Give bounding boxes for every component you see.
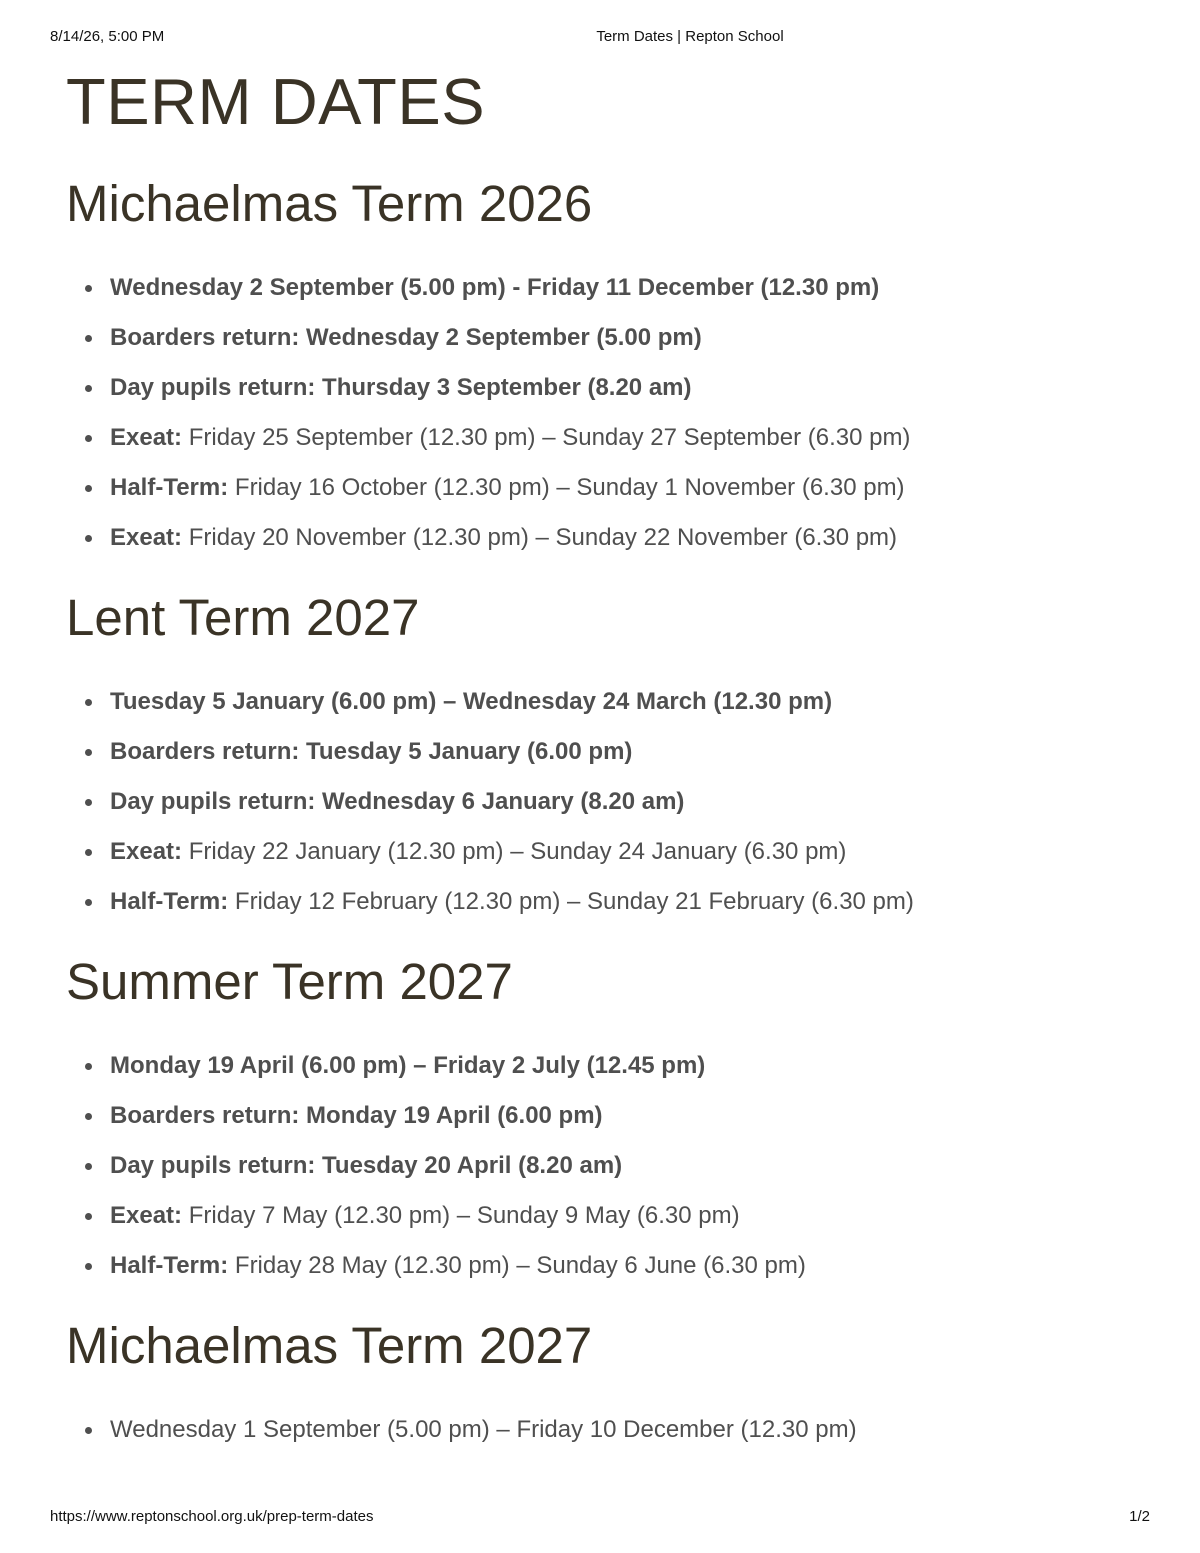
term-heading: Summer Term 2027 [66, 953, 513, 1010]
date-text: Friday 20 November (12.30 pm) – Sunday 22 November (6.30 pm) [182, 524, 898, 551]
main-content [66, 66, 1146, 1465]
date-item [66, 887, 1146, 917]
date-text: Boarders return: Monday 19 April (6.00 pm) [110, 1102, 603, 1129]
print-header [0, 28, 1200, 48]
term-dates-list [66, 687, 1146, 917]
date-text: Friday 12 February (12.30 pm) – Sunday 21 February (6.30 pm) [228, 888, 914, 915]
date-text: Friday 22 January (12.30 pm) – Sunday 24 January (6.30 pm) [182, 838, 847, 865]
date-item [66, 1101, 1146, 1131]
date-item [66, 373, 1146, 403]
bullet-icon [85, 1113, 92, 1120]
bullet-icon [85, 849, 92, 856]
print-page-title: Term Dates | Repton School [596, 28, 784, 45]
print-url: https://www.reptonschool.org.uk/prep-term-dates [50, 1508, 374, 1525]
bullet-icon [85, 899, 92, 906]
date-label: Exeat: [110, 838, 183, 865]
date-label: Half-Term: [110, 474, 229, 501]
bullet-icon [85, 1427, 92, 1434]
date-item [66, 837, 1146, 867]
date-item [66, 523, 1146, 553]
date-text: Wednesday 1 September (5.00 pm) – Friday 10 December (12.30 pm) [110, 1416, 857, 1443]
date-label: Exeat: [110, 1202, 183, 1229]
bullet-icon [85, 485, 92, 492]
date-text: Tuesday 5 January (6.00 pm) – Wednesday 24 March (12.30 pm) [110, 688, 833, 715]
date-item [66, 423, 1146, 453]
date-item [66, 273, 1146, 303]
bullet-icon [85, 1263, 92, 1270]
bullet-icon [85, 749, 92, 756]
date-label: Exeat: [110, 524, 183, 551]
term-dates-list [66, 273, 1146, 553]
date-item [66, 787, 1146, 817]
term-heading: Lent Term 2027 [66, 589, 420, 646]
term-dates-list [66, 1415, 1146, 1445]
date-text: Day pupils return: Wednesday 6 January (8.20 am) [110, 788, 685, 815]
date-item [66, 687, 1146, 717]
date-item [66, 1415, 1146, 1445]
bullet-icon [85, 1213, 92, 1220]
date-text: Friday 28 May (12.30 pm) – Sunday 6 June (6.30 pm) [228, 1252, 806, 1279]
bullet-icon [85, 1163, 92, 1170]
date-item [66, 737, 1146, 767]
date-label: Half-Term: [110, 888, 229, 915]
date-item [66, 1051, 1146, 1081]
date-text: Friday 25 September (12.30 pm) – Sunday 27 September (6.30 pm) [182, 424, 911, 451]
date-item [66, 323, 1146, 353]
bullet-icon [85, 285, 92, 292]
date-item [66, 473, 1146, 503]
bullet-icon [85, 799, 92, 806]
bullet-icon [85, 385, 92, 392]
bullet-icon [85, 699, 92, 706]
term-section [66, 1316, 1146, 1445]
date-item [66, 1151, 1146, 1181]
bullet-icon [85, 535, 92, 542]
term-heading: Michaelmas Term 2027 [66, 1317, 593, 1374]
date-item [66, 1201, 1146, 1231]
bullet-icon [85, 1063, 92, 1070]
date-text: Wednesday 2 September (5.00 pm) - Friday 11 December (12.30 pm) [110, 274, 880, 301]
term-dates-list [66, 1051, 1146, 1281]
print-page-number: 1/2 [1129, 1508, 1150, 1525]
page-title: TERM DATES [66, 65, 486, 138]
term-section [66, 952, 1146, 1281]
date-text: Boarders return: Tuesday 5 January (6.00 pm) [110, 738, 633, 765]
term-section [66, 174, 1146, 553]
bullet-icon [85, 435, 92, 442]
term-heading: Michaelmas Term 2026 [66, 175, 593, 232]
date-text: Friday 7 May (12.30 pm) – Sunday 9 May (6.30 pm) [182, 1202, 740, 1229]
date-text: Boarders return: Wednesday 2 September (5.00 pm) [110, 324, 702, 351]
date-text: Day pupils return: Thursday 3 September (8.20 am) [110, 374, 692, 401]
term-section [66, 588, 1146, 917]
date-text: Friday 16 October (12.30 pm) – Sunday 1 November (6.30 pm) [228, 474, 905, 501]
date-text: Day pupils return: Tuesday 20 April (8.20 am) [110, 1152, 623, 1179]
date-item [66, 1251, 1146, 1281]
date-label: Half-Term: [110, 1252, 229, 1279]
date-text: Monday 19 April (6.00 pm) – Friday 2 July (12.45 pm) [110, 1052, 706, 1079]
print-datetime: 8/14/26, 5:00 PM [50, 28, 165, 45]
bullet-icon [85, 335, 92, 342]
print-footer [0, 1508, 1200, 1528]
date-label: Exeat: [110, 424, 183, 451]
